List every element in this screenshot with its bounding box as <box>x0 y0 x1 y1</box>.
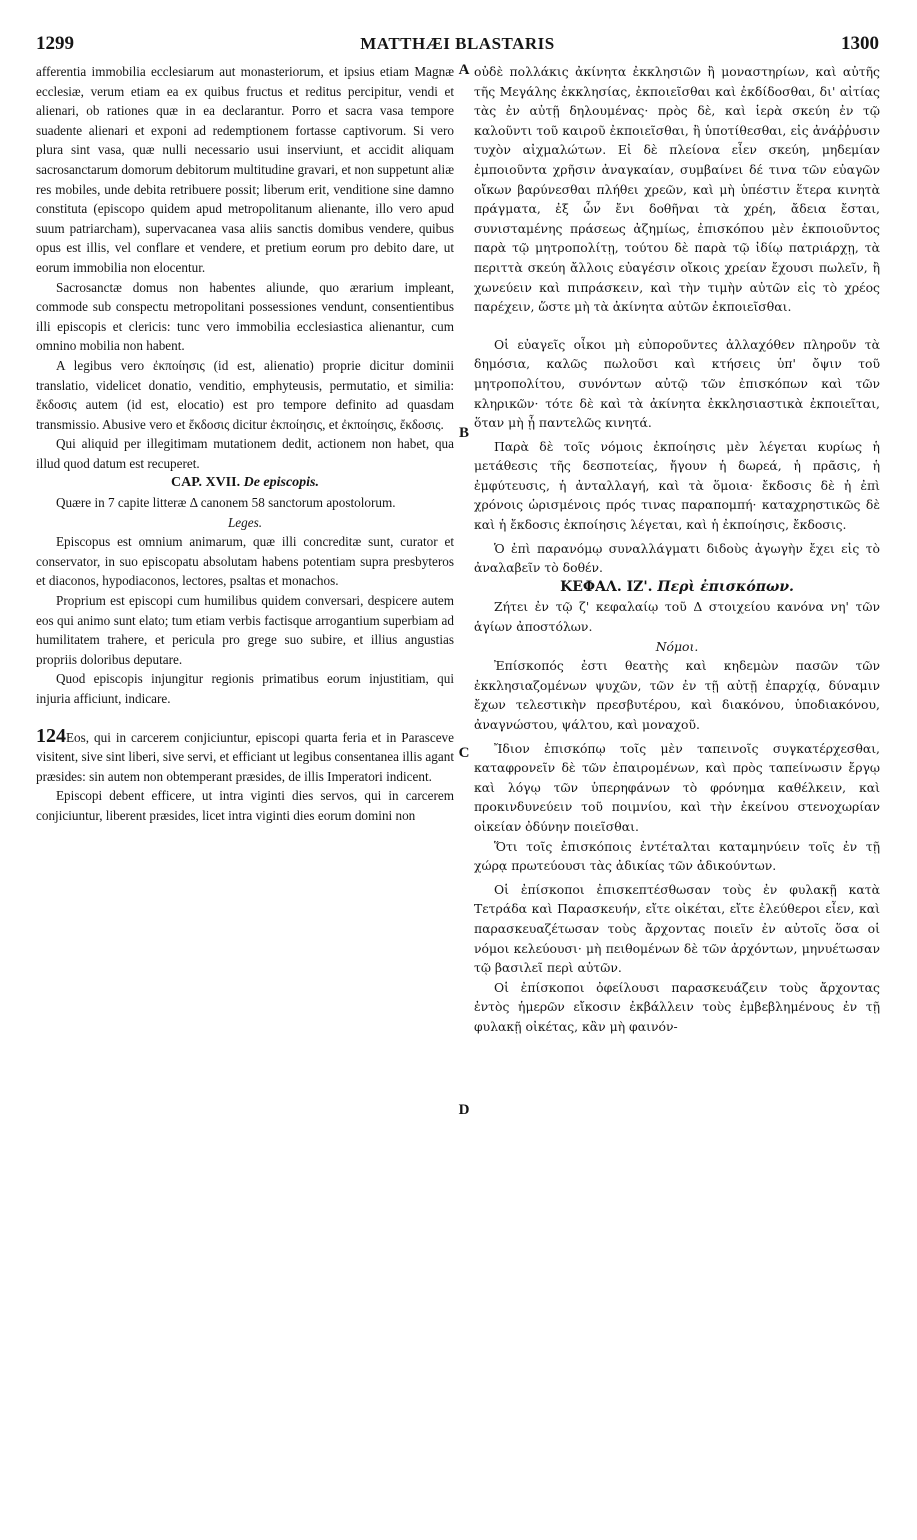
section-marker-b: B <box>458 425 469 441</box>
latin-paragraph: Quod episcopis injungitur regionis primatibus eorum injustitiam, qui injuria afficiunt, indicare. <box>36 671 454 706</box>
latin-paragraph: afferentia immobilia ecclesiarum aut monasteriorum, et ipsius etiam Magnæ ecclesiæ, verum etiam ea ex quibus fructus et reditus percipitur, vendi et alienari, ob rationes quæ in ea declarantur. Porro et sacra vasa tempore suadente alienari et exponi ad redemptionem fortasse captivorum. Si vero plura sint vasa, quæ nulli necessario usui inserviunt, et accidit aliquam sacrosanctarum domorum debitorum multitudine gravari, et non suppetunt aliæ res mobiles, unde debita retribuere possit; liberum erit, venditione sine damno constituta (episcopo quidem apud metropolitanum alienante, illo vero apud suum patriarcham), supervacanea vasa aliis sanctis domibus vendere, quibus opus est illis, vel conflare et vendere, et pretium eorum pro debito dare, ut eorum immobilia non elocentur. <box>36 64 454 275</box>
latin-paragraph: A legibus vero ἐκποίησις (id est, alienatio) proprie dicitur dominii translatio, videlicet donatio, venditio, emphyteusis, permutatio, et similia: ἔκδοσις autem (id est, elocatio) est pro tempore definito ad quasdam transmissio. Abusive vero et ἔκδοσις dicitur ἐκποίησις, et ἐκποίησις, ἔκδοσις. <box>36 357 455 432</box>
greek-nomoi-heading: Νόμοι. <box>655 638 699 654</box>
greek-paragraph: Ἐπίσκοπός ἐστι θεατὴς καὶ κηδεμὼν πασῶν τῶν ἐκκλησιαζομένων ψυχῶν, τῶν ἐν τῇ αὐτῇ ἐπαρχίᾳ, δύναμιν ἔχων τελεστικὴν πρεσβυτέρου, καὶ διακόνου, ὑποδιακόνου, ἀναγνώστου, ψάλτου, καὶ μοναχοῦ. <box>474 658 880 732</box>
latin-chapter-heading: CAP. XVII. De episcopis. <box>170 475 320 491</box>
greek-paragraph: Παρὰ δὲ τοῖς νόμοις ἐκποίησις μὲν λέγεται κυρίως ἡ μετάθεσις τῆς δεσποτείας, ἤγουν ἡ δωρεά, ἡ πρᾶσις, ἡ ἐμφύτευσις, ἡ ἀνταλλαγή, καὶ τὰ ὅμοια· ἔκδοσις δὲ ἡ ἐπὶ χρόνοις ὡρισμένοις πρός τινας παραπομπή· καταχρηστικῶς δὲ καὶ ἡ ἔκδοσις ἐκποίησις λέγεται, καὶ ἡ ἐκποίησις, ἔκδοσις. <box>474 438 880 533</box>
greek-paragraph: Ζήτει ἐν τῷ ζ' κεφαλαίῳ τοῦ Δ στοιχείου κανόνα νη' τῶν ἁγίων ἀποστόλων. <box>474 599 880 635</box>
greek-paragraph: Οἱ ἐπίσκοποι ἐπισκεπτέσθωσαν τοὺς ἐν φυλακῇ κατὰ Τετράδα καὶ Παρασκευήν, εἴτε οἰκέται, εἴτε ἐλεύθεροι εἶεν, καὶ παρασκευαζέτωσαν τοὺς ἄρχοντας ποιεῖν ἐν αὐτοῖς ὅσα οἱ νόμοι κελεύουσι· μὴ πειθομένων δὲ τῶν ἀρχόντων, μηνυέτωσαν τῷ βασιλεῖ περὶ αὐτῶν. <box>474 881 880 976</box>
latin-paragraph: Qui aliquid per illegitimam mutationem dedit, actionem non habet, qua illud quod datum est recuperet. <box>36 436 454 471</box>
greek-column <box>474 62 880 1037</box>
greek-paragraph: οὐδὲ πολλάκις ἀκίνητα ἐκκλησιῶν ἢ μοναστηρίων, καὶ αὐτῆς τῆς Μεγάλης ἐκκλησίας, ἐκποιεῖσθαι καὶ ἐκδίδοσθαι, δι' αἰτίας τὰς ἐν αὐτῇ δηλουμένας· πρὸς δὲ, καὶ ἱερὰ σκεύη ἐν τῷ καλοῦντι τοῦ καιροῦ ἐκποιεῖσθαι, ἢ ὑποτίθεσθαι, εἰς ἀνάῤῥυσιν τυχὸν αἰχμαλώτων. Εἰ δὲ πλείονα εἶεν σκεύη, μηδεμίαν ἐμποιοῦντα χρῆσιν ἀναγκαίαν, συμβαίνει δέ τινα τῶν εὐαγῶν οἴκων βαρύνεσθαι πλήθει χρεῶν, καὶ μὴ ὑπέστιν ἕτερα κινητὰ πράγματα, ἐξ ὧν ἔνι δοθῆναι τὰ χρέη, ἄδεια ἔσται, συνισταμένης πράσεως ἀζημίως, ἐπισκόπου μὲν ἐκποιοῦντος παρὰ τῷ μητροπολίτῃ, τούτου δὲ παρὰ τῷ ἰδίῳ πατριάρχῃ, τὰ περιττὰ σκεύη ἄλλοις εὐαγέσιν οἴκοις χρείαν ἔχουσι πωλεῖν, ἢ χωνεύειν καὶ πιπράσκειν, καὶ τὴν τιμὴν αὐτῶν εἰς τὸ χρέος παρέχειν, ὥστε μὴ τὰ ἀκίνητα αὐτῶν ἐκποιεῖσθαι. <box>474 64 880 315</box>
greek-paragraph: Οἱ ἐπίσκοποι ὀφείλουσι παρασκευάζειν τοὺς ἄρχοντας ἐντὸς ἡμερῶν εἴκοσιν ἐκβάλλειν τοὺς ἐμβεβλημένους ἐν τῇ φυλακῇ οἰκέτας, κἂν μὴ φαινόν- <box>474 979 880 1034</box>
marginal-number: 124 <box>36 724 66 747</box>
section-marker-d: D <box>458 1102 470 1118</box>
greek-paragraph: Οἱ εὐαγεῖς οἶκοι μὴ εὐποροῦντες ἀλλαχόθεν πληροῦν τὰ δημόσια, καλῶς πωλοῦσι καὶ κτήσεις ὑπ' ὄψιν τοῦ μητροπολίτου, συνόντων αὐτῷ τῶν ἐπισκόπων καὶ τῶν κληρικῶν· τότε δὲ καὶ τὰ ἀκίνητα ἐκκλησιαστικὰ ἐκποιεῖται, ὅταν μὴ ᾖ παντελῶς κινητά. <box>474 336 880 431</box>
latin-column <box>36 62 454 826</box>
latin-paragraph: Proprium est episcopi cum humilibus quidem conversari, despicere autem eos qui animo sunt elato; tum etiam verbis factisque arrogantium superbiam ad humilitatem trahere, et pericula pro grege suo subire, et illius angustias propriis doloribus deputare. <box>36 593 454 667</box>
greek-paragraph: Ἴδιον ἐπισκόπῳ τοῖς μὲν ταπεινοῖς συγκατέρχεσθαι, καταφρονεῖν δὲ τῶν ἐπαιρομένων, καὶ πρὸς ταπείνωσιν ἔργῳ καὶ λόγῳ τῶν ὑπερηφάνων τὸ φρόνημα καθέλκειν, καὶ προκινδυνεύειν τοῦ ποιμνίου, καὶ τὴν ἐκείνου στενοχωρίαν οἰκείαν ὀδύνην ποιεῖσθαι. <box>474 740 880 834</box>
latin-paragraph: 124Eos, qui in carcerem conjiciuntur, episcopi quarta feria et in Parasceve visitent, sive sint liberi, sive servi, et efficiant ut legibus consentanea illis agant præsides: sin autem non obtemperant præsides, de illis Imperatori indicent. <box>36 724 454 784</box>
running-title: MATTHÆI BLASTARIS <box>360 34 555 53</box>
greek-chapter-heading: ΚΕΦΑΛ. ΙΖ'. Περὶ ἐπισκόπων. <box>560 578 794 595</box>
page-number-left: 1299 <box>36 33 74 54</box>
section-marker-c: C <box>458 745 470 761</box>
section-marker-a: A <box>458 62 470 78</box>
latin-paragraph: Quære in 7 capite litteræ Δ canonem 58 sanctorum apostolorum. <box>56 495 396 511</box>
latin-paragraph: Episcopus est omnium animarum, quæ illi concreditæ sunt, curator et conservator, in suo episcopatu absolutam habens potentiam supra presbyteros et diaconos, hypodiaconos, lectores, psaltas et monachos. <box>36 534 454 589</box>
latin-paragraph: Episcopi debent efficere, ut intra viginti dies servos, qui in carcerem conjiciuntur, liberent præsides, licet intra viginti dies eorum domini non <box>36 788 454 823</box>
page-number-right: 1300 <box>841 33 879 54</box>
latin-paragraph: Sacrosanctæ domus non habentes aliunde, quo ærarium impleant, commode sub conspectu metropolitani possessiones vendunt, consentientibus illi episcopis et clericis: tunc vero immobilia ecclesiastica alienantur, cum omnino mobilia non habent. <box>36 279 454 354</box>
greek-paragraph: Ὁ ἐπὶ παρανόμῳ συναλλάγματι διδοὺς ἀγωγὴν ἔχει εἰς τὸ ἀναλαβεῖν τὸ δοθέν. <box>474 540 880 576</box>
latin-leges-heading: Leges. <box>227 514 263 530</box>
greek-paragraph: Ὅτι τοῖς ἐπισκόποις ἐντέταλται καταμηνύειν τοῖς ἐν τῇ χώρᾳ πρωτεύουσι τὰς ἀδικίας τῶν ἀδικούντων. <box>474 838 880 874</box>
page-header <box>36 33 879 59</box>
